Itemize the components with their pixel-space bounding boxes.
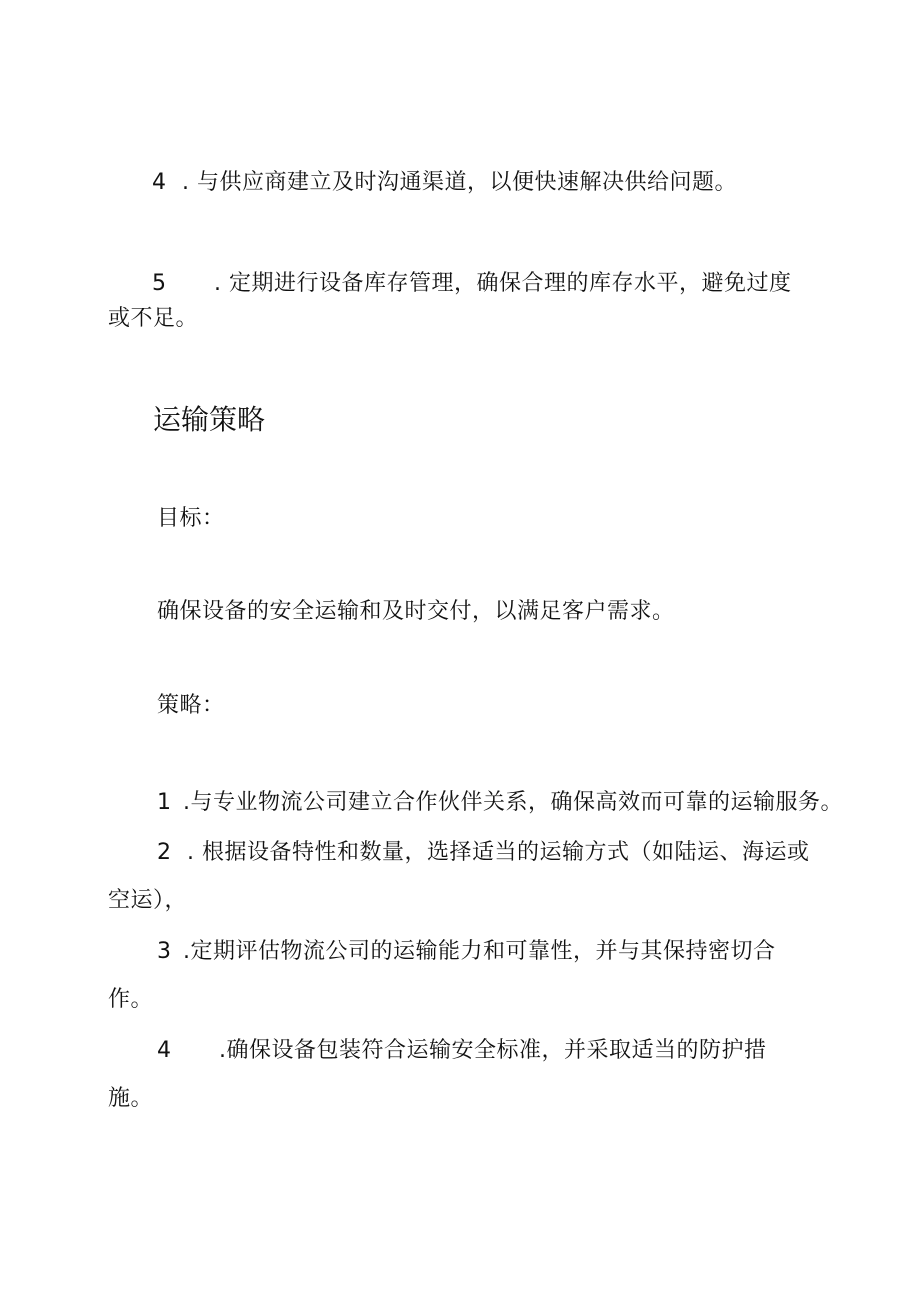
list-item-continuation: 施。 (108, 1086, 154, 1111)
list-item (157, 788, 843, 818)
list-item (157, 1036, 767, 1066)
strategy-label: 策略： (157, 693, 225, 718)
list-item-text: .定期评估物流公司的运输能力和可靠性，并与其保持密切合 (183, 939, 776, 964)
list-item-text: .确保设备包装符合运输安全标准，并采取适当的防护措 (219, 1038, 767, 1063)
list-item-text: .与专业物流公司建立合作伙伴关系，确保高效而可靠的运输服务。 (183, 790, 843, 815)
list-item-number: 3 (157, 939, 172, 964)
list-item-continuation: 或不足。 (108, 306, 199, 331)
list-item (157, 838, 810, 868)
section-title: 运输策略 (153, 404, 266, 435)
list-item-text: . 定期进行设备库存管理，确保合理的库存水平，避免过度 (214, 271, 792, 296)
list-item (152, 168, 737, 198)
list-item-continuation: 空运）， (108, 888, 188, 913)
goal-label: 目标： (157, 506, 225, 531)
list-item-text: . 与供应商建立及时沟通渠道，以便快速解决供给问题。 (182, 170, 737, 195)
goal-text: 确保设备的安全运输和及时交付，以满足客户需求。 (157, 599, 675, 624)
list-item (157, 937, 776, 967)
list-item-text: . 根据设备特性和数量，选择适当的运输方式（如陆运、海运或 (187, 840, 810, 865)
list-item-continuation: 作。 (108, 987, 154, 1012)
list-item-number: 2 (157, 840, 172, 865)
list-item (152, 269, 792, 299)
list-item-number: 1 (157, 790, 172, 815)
list-item-number: 5 (152, 271, 167, 296)
list-item-number: 4 (157, 1038, 172, 1063)
list-item-number: 4 (152, 170, 167, 195)
